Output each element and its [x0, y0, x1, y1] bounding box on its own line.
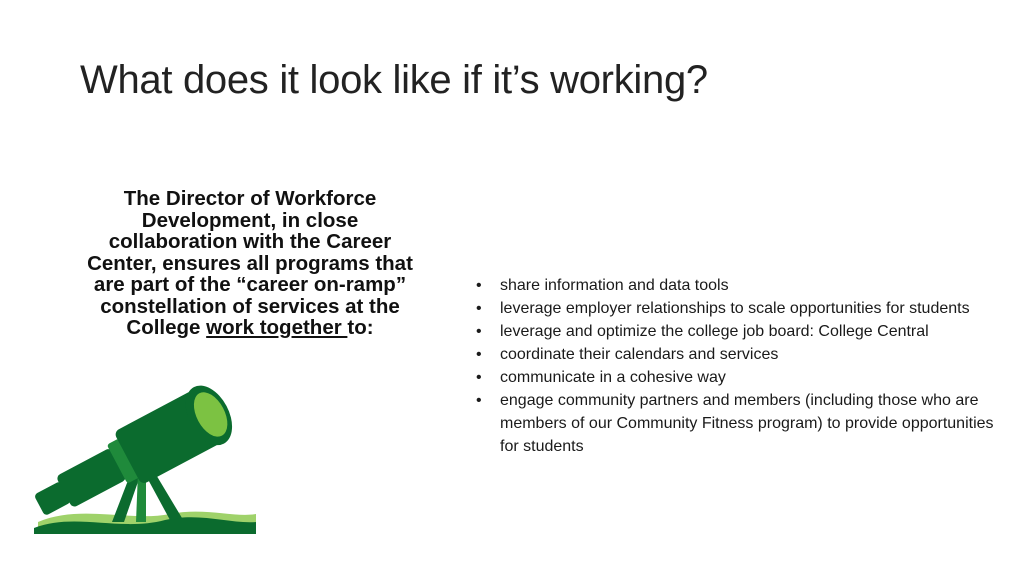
bullet-dot-icon: • [476, 300, 482, 317]
intro-text: The Director of Workforce Development, in close collaboration with the Career Center, ensures all programs that are part of the “career on-ramp” constellation of services at the College [87, 187, 413, 339]
bullet-list [474, 274, 994, 458]
bullet-dot-icon: • [476, 369, 482, 386]
telescope-icon [20, 372, 260, 534]
bullet-text: share information and data tools [500, 277, 729, 294]
bullet-item [474, 274, 994, 297]
bullet-item [474, 320, 994, 343]
bullet-text: engage community partners and members (including those who are members of our Community Fitness program) to provide opportunities for students [500, 392, 994, 455]
bullet-dot-icon: • [476, 323, 482, 340]
bullet-text: leverage and optimize the college job board: College Central [500, 323, 929, 340]
bullet-dot-icon: • [476, 277, 482, 294]
bullet-item [474, 297, 994, 320]
intro-underlined-text: work together [206, 316, 348, 339]
bullet-text: coordinate their calendars and services [500, 346, 779, 363]
bullet-text: communicate in a cohesive way [500, 369, 726, 386]
intro-text-end: to: [347, 316, 374, 339]
bullet-text: leverage employer relationships to scale opportunities for students [500, 300, 970, 317]
bullet-item [474, 366, 994, 389]
bullet-item [474, 389, 994, 458]
slide-title: What does it look like if it’s working? [80, 58, 708, 102]
bullet-dot-icon: • [476, 392, 482, 409]
bullet-item [474, 343, 994, 366]
bullet-dot-icon: • [476, 346, 482, 363]
intro-paragraph [76, 188, 424, 339]
